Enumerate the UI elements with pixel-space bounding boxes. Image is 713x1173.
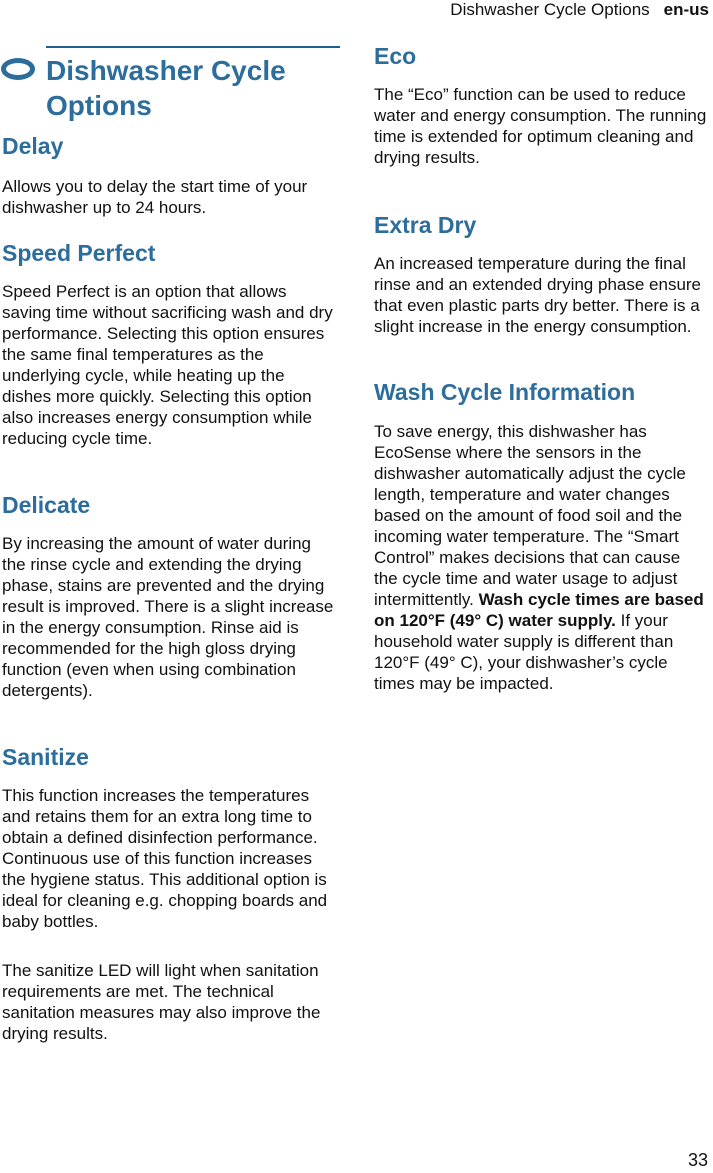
page-title: Dishwasher Cycle Options bbox=[46, 55, 286, 121]
eco-body: The “Eco” function can be used to reduce water and energy consumption. The running time is extended for optimum cleaning and drying results. bbox=[374, 85, 707, 167]
extra-dry-body: An increased temperature during the final rinse and an extended drying phase ensure that even plastic parts dry better. There is a slight increase in the energy consumption. bbox=[374, 254, 702, 336]
sanitize-body-1: This function increases the temperatures and retains them for an extra long time to obtain a defined disinfection performance. Continuous use of this function increases the hygiene status. This additional option is ideal for cleaning e.g. chopping boards and baby bottles. bbox=[2, 786, 328, 931]
delicate-heading: Delicate bbox=[2, 492, 91, 518]
wash-cycle-info-body bbox=[374, 421, 708, 694]
sanitize-body-2: The sanitize LED will light when sanitation requirements are met. The technical sanitation measures may also improve the drying results. bbox=[2, 961, 321, 1043]
title-rule bbox=[46, 46, 340, 48]
delay-heading: Delay bbox=[2, 133, 64, 159]
speed-perfect-body: Speed Perfect is an option that allows saving time without sacrificing wash and dry performance. Selecting this option ensures the same final temperatures as the underlying cycle, while heating up the dishes more quickly. Selecting this option also increases energy consumption while reducing cycle time. bbox=[2, 282, 333, 448]
wash-cycle-info-text-start: To save energy, this dishwasher has EcoSense where the sensors in the dishwasher automatically adjust the cycle length, temperature and water changes based on the amount of food soil and the incoming water temperature. The “Smart Control” makes decisions that can cause the cycle time and water usage to adjust intermittently. bbox=[374, 422, 686, 609]
extra-dry-heading: Extra Dry bbox=[374, 212, 477, 238]
eco-heading: Eco bbox=[374, 43, 417, 69]
speed-perfect-heading: Speed Perfect bbox=[2, 240, 156, 266]
sanitize-heading: Sanitize bbox=[2, 744, 89, 770]
oval-section-icon bbox=[1, 58, 35, 80]
delicate-body: By increasing the amount of water during the rinse cycle and extending the drying phase, stains are prevented and the drying result is improved. There is a slight increase in the energy consumption. Rinse aid is recommended for the high gloss drying function (even when using combination detergents). bbox=[2, 534, 334, 700]
wash-cycle-info-text-end: If your household water supply is different than 120°F (49° C), your dishwasher’s cycle times may be impacted. bbox=[374, 611, 674, 693]
delay-body: Allows you to delay the start time of your dishwasher up to 24 hours. bbox=[2, 177, 308, 217]
running-header bbox=[450, 0, 709, 24]
running-header-language: en-us bbox=[663, 0, 709, 19]
wash-cycle-info-heading: Wash Cycle Information bbox=[374, 379, 636, 405]
page-number: 33 bbox=[687, 1150, 708, 1170]
running-header-section: Dishwasher Cycle Options bbox=[450, 0, 650, 19]
wash-cycle-info-bold-note: Wash cycle times are based on 120°F (49° C) water supply. bbox=[374, 590, 704, 630]
